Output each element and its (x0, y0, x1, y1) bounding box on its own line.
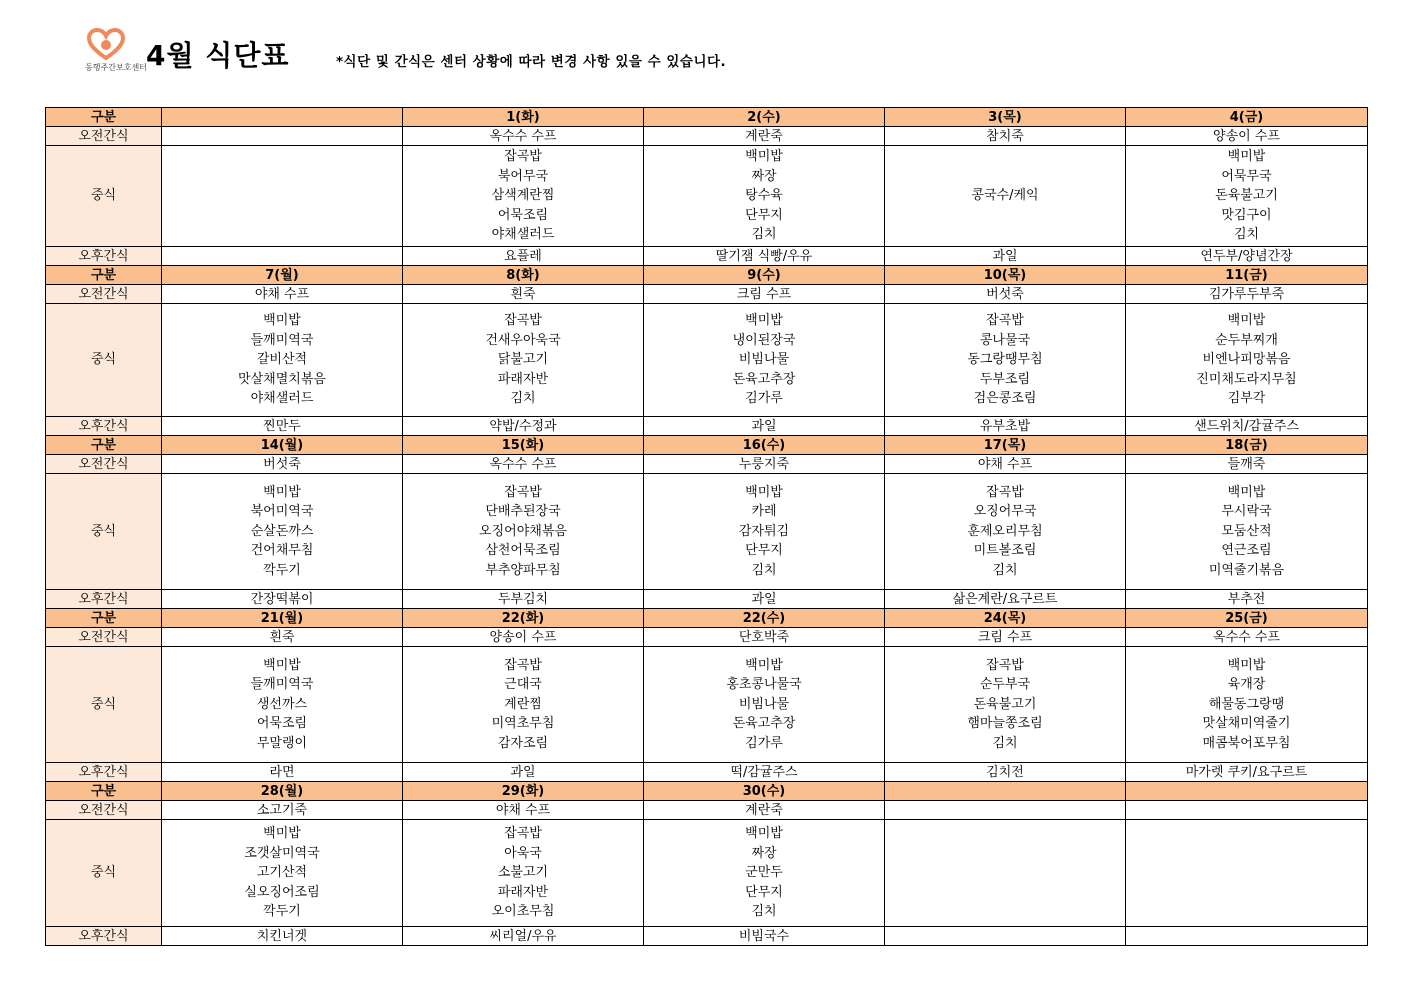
lunch-item: 삼천어묵조림 (485, 543, 561, 559)
lunch-item: 삼색계란찜 (491, 188, 555, 204)
morning-snack-cell: 크림 수프 (644, 285, 885, 304)
lunch-cell (403, 474, 644, 590)
afternoon-snack-row (46, 763, 1368, 782)
lunch-row (46, 820, 1368, 927)
lunch-item: 짜장 (751, 168, 777, 184)
afternoon-snack-cell: 과일 (644, 417, 885, 436)
day-header: 7(월) (162, 266, 403, 285)
day-header: 2(수) (644, 108, 885, 127)
day-header: 10(목) (885, 266, 1126, 285)
lunch-item: 백미밥 (263, 826, 301, 842)
lunch-cell (1126, 820, 1368, 927)
lunch-row (46, 474, 1368, 590)
lunch-item: 잡곡밥 (986, 484, 1024, 500)
day-header: 1(화) (403, 108, 644, 127)
lunch-cell (1126, 647, 1368, 763)
morning-snack-cell: 옥수수 수프 (403, 455, 644, 474)
morning-snack-cell: 양송이 수프 (1126, 127, 1368, 146)
category-label: 구분 (46, 436, 162, 455)
lunch-item: 동그랑땡무침 (967, 352, 1043, 368)
day-header (162, 108, 403, 127)
afternoon-snack-label: 오후간식 (46, 247, 162, 266)
lunch-item: 백미밥 (745, 484, 783, 500)
lunch-row (46, 304, 1368, 417)
lunch-item: 맛김구이 (1221, 207, 1272, 223)
day-header: 11(금) (1126, 266, 1368, 285)
day-header: 22(수) (644, 609, 885, 628)
lunch-item: 닭불고기 (497, 352, 549, 368)
lunch-cell (1126, 474, 1368, 590)
afternoon-snack-cell: 비빔국수 (644, 927, 885, 946)
lunch-cell (403, 304, 644, 417)
lunch-item: 어묵조림 (497, 207, 549, 223)
lunch-item: 단배추된장국 (485, 504, 561, 520)
morning-snack-cell (1126, 801, 1368, 820)
lunch-cell (162, 474, 403, 590)
lunch-label: 중식 (46, 474, 162, 590)
afternoon-snack-row (46, 247, 1368, 266)
morning-snack-cell: 참치죽 (885, 127, 1126, 146)
lunch-item: 잡곡밥 (986, 313, 1024, 329)
lunch-cell (162, 146, 403, 247)
heart-logo-icon (86, 28, 126, 62)
lunch-item: 해물동그랑땡 (1208, 696, 1285, 712)
afternoon-snack-cell: 딸기잼 식빵/우유 (644, 247, 885, 266)
lunch-item: 백미밥 (1227, 657, 1266, 673)
day-header: 9(수) (644, 266, 885, 285)
lunch-cell (403, 820, 644, 927)
lunch-item: 근대국 (504, 677, 542, 693)
lunch-item: 김부각 (1227, 391, 1266, 407)
lunch-label: 중식 (46, 146, 162, 247)
lunch-item: 햄마늘쫑조림 (967, 716, 1043, 732)
lunch-cell (403, 647, 644, 763)
lunch-item: 백미밥 (745, 657, 783, 673)
morning-snack-cell (162, 127, 403, 146)
lunch-item: 어묵조림 (256, 716, 308, 732)
lunch-item: 들깨미역국 (250, 677, 314, 693)
afternoon-snack-label: 오후간식 (46, 417, 162, 436)
lunch-item: 잡곡밥 (504, 657, 542, 673)
day-header: 25(금) (1126, 609, 1368, 628)
morning-snack-label: 오전간식 (46, 628, 162, 647)
week-header-row (46, 609, 1368, 628)
lunch-cell (885, 647, 1126, 763)
meal-plan-table (45, 107, 1368, 946)
lunch-item: 백미밥 (263, 657, 301, 673)
lunch-item: 백미밥 (263, 313, 301, 329)
lunch-item: 탕수육 (745, 188, 783, 204)
lunch-cell (644, 647, 885, 763)
morning-snack-cell: 버섯죽 (162, 455, 403, 474)
day-header: 14(월) (162, 436, 403, 455)
lunch-item: 백미밥 (1227, 313, 1266, 329)
lunch-item: 잡곡밥 (504, 484, 542, 500)
lunch-item: 미트볼조림 (973, 543, 1037, 559)
lunch-item: 감자조림 (497, 735, 549, 751)
afternoon-snack-cell: 떡/감귤주스 (644, 763, 885, 782)
morning-snack-row (46, 628, 1368, 647)
afternoon-snack-cell (885, 927, 1126, 946)
lunch-item: 잡곡밥 (504, 826, 542, 842)
lunch-item: 김치 (992, 562, 1018, 578)
lunch-item: 아욱국 (504, 845, 542, 861)
morning-snack-cell: 크림 수프 (885, 628, 1126, 647)
week-header-row (46, 108, 1368, 127)
lunch-item: 김치 (1233, 227, 1260, 243)
lunch-item: 감자튀김 (738, 523, 790, 539)
afternoon-snack-cell: 마가렛 쿠키/요구르트 (1126, 763, 1368, 782)
lunch-item: 조갯살미역국 (244, 845, 320, 861)
lunch-item: 오징어야채볶음 (479, 523, 567, 539)
morning-snack-cell: 옥수수 수프 (403, 127, 644, 146)
lunch-item: 깍두기 (263, 904, 301, 920)
afternoon-snack-cell: 연두부/양념간장 (1126, 247, 1368, 266)
lunch-item: 어묵무국 (1221, 168, 1272, 184)
afternoon-snack-cell: 샌드위치/감귤주스 (1126, 417, 1368, 436)
lunch-cell (885, 820, 1126, 927)
lunch-item: 오이초무침 (491, 904, 555, 920)
lunch-item: 무말랭이 (256, 735, 308, 751)
morning-snack-cell: 옥수수 수프 (1126, 628, 1368, 647)
lunch-item: 건어채무침 (250, 543, 314, 559)
lunch-item: 잡곡밥 (504, 313, 542, 329)
lunch-item: 순두부국 (979, 677, 1031, 693)
lunch-item: 잡곡밥 (504, 149, 542, 165)
morning-snack-cell: 계란죽 (644, 801, 885, 820)
lunch-cell (644, 820, 885, 927)
lunch-item: 김가루 (745, 391, 783, 407)
lunch-item: 파래자반 (497, 371, 549, 387)
afternoon-snack-cell: 씨리얼/우유 (403, 927, 644, 946)
lunch-item: 실오징어조림 (244, 884, 320, 900)
week-header-row (46, 782, 1368, 801)
afternoon-snack-cell (162, 247, 403, 266)
lunch-item: 검은콩조림 (973, 391, 1037, 407)
lunch-item: 두부조림 (979, 371, 1031, 387)
lunch-label: 중식 (46, 647, 162, 763)
day-header (885, 782, 1126, 801)
lunch-item: 순살돈까스 (250, 523, 314, 539)
lunch-item: 백미밥 (745, 313, 783, 329)
day-header: 28(월) (162, 782, 403, 801)
lunch-item: 북어무국 (497, 168, 549, 184)
morning-snack-cell: 버섯죽 (885, 285, 1126, 304)
lunch-item: 미역줄기볶음 (1208, 562, 1285, 578)
lunch-item: 홍초콩나물국 (726, 677, 802, 693)
lunch-item: 김치 (751, 904, 777, 920)
lunch-item: 김치 (510, 391, 536, 407)
lunch-item: 갈비산적 (256, 352, 308, 368)
afternoon-snack-cell: 김치전 (885, 763, 1126, 782)
lunch-item: 미역초무침 (491, 716, 555, 732)
day-header (1126, 782, 1368, 801)
afternoon-snack-cell: 치킨너겟 (162, 927, 403, 946)
day-header: 16(수) (644, 436, 885, 455)
lunch-item: 김치 (751, 562, 777, 578)
morning-snack-cell: 김가루두부죽 (1126, 285, 1368, 304)
lunch-item: 카레 (751, 504, 777, 520)
center-logo (78, 28, 152, 76)
lunch-cell (885, 474, 1126, 590)
lunch-item: 모둠산적 (1221, 523, 1272, 539)
morning-snack-cell: 야채 수프 (885, 455, 1126, 474)
morning-snack-label: 오전간식 (46, 455, 162, 474)
day-header: 18(금) (1126, 436, 1368, 455)
lunch-item: 맛살채멸치볶음 (238, 371, 326, 387)
morning-snack-cell: 흰죽 (162, 628, 403, 647)
category-label: 구분 (46, 782, 162, 801)
lunch-cell (1126, 304, 1368, 417)
morning-snack-row (46, 801, 1368, 820)
lunch-item: 군만두 (745, 865, 783, 881)
lunch-item: 김치 (992, 735, 1018, 751)
afternoon-snack-row (46, 590, 1368, 609)
lunch-item: 야채샐러드 (491, 227, 555, 243)
afternoon-snack-cell: 부추전 (1126, 590, 1368, 609)
category-label: 구분 (46, 609, 162, 628)
morning-snack-cell: 흰죽 (403, 285, 644, 304)
category-label: 구분 (46, 108, 162, 127)
afternoon-snack-cell: 과일 (885, 247, 1126, 266)
lunch-item: 돈육고추장 (732, 716, 796, 732)
lunch-item: 부추양파무침 (485, 562, 561, 578)
day-header: 30(수) (644, 782, 885, 801)
lunch-item: 비빔나물 (738, 352, 790, 368)
page-title: 4월 식단표 (146, 39, 290, 72)
day-header: 21(월) (162, 609, 403, 628)
afternoon-snack-cell: 라면 (162, 763, 403, 782)
lunch-row (46, 647, 1368, 763)
lunch-item: 맛살채미역줄기 (1202, 716, 1291, 732)
lunch-item: 진미채도라지무침 (1196, 371, 1297, 387)
afternoon-snack-cell: 요플레 (403, 247, 644, 266)
lunch-cell (644, 304, 885, 417)
lunch-item: 콩나물국 (979, 332, 1031, 348)
morning-snack-label: 오전간식 (46, 801, 162, 820)
lunch-item: 비엔나피망볶음 (1202, 352, 1291, 368)
lunch-item: 순두부찌개 (1215, 332, 1278, 348)
afternoon-snack-cell: 간장떡볶이 (162, 590, 403, 609)
lunch-label: 중식 (46, 820, 162, 927)
lunch-item: 비빔나물 (738, 696, 790, 712)
lunch-item: 백미밥 (263, 484, 301, 500)
afternoon-snack-cell (1126, 927, 1368, 946)
morning-snack-cell: 들깨죽 (1126, 455, 1368, 474)
afternoon-snack-cell: 과일 (644, 590, 885, 609)
page-header (78, 28, 1328, 80)
week-header-row (46, 266, 1368, 285)
lunch-item: 북어미역국 (250, 504, 314, 520)
morning-snack-cell: 야채 수프 (162, 285, 403, 304)
afternoon-snack-label: 오후간식 (46, 590, 162, 609)
lunch-item: 백미밥 (1227, 484, 1266, 500)
lunch-item: 백미밥 (745, 826, 783, 842)
afternoon-snack-label: 오후간식 (46, 927, 162, 946)
lunch-item: 건새우아욱국 (485, 332, 561, 348)
morning-snack-label: 오전간식 (46, 285, 162, 304)
lunch-item: 단무지 (745, 543, 783, 559)
lunch-item: 짜장 (751, 845, 777, 861)
afternoon-snack-cell: 두부김치 (403, 590, 644, 609)
morning-snack-cell: 소고기죽 (162, 801, 403, 820)
lunch-item: 돈육불고기 (1215, 188, 1278, 204)
lunch-item: 육개장 (1227, 677, 1266, 693)
day-header: 22(화) (403, 609, 644, 628)
lunch-item: 계란찜 (504, 696, 542, 712)
lunch-item: 생선까스 (256, 696, 308, 712)
afternoon-snack-cell: 유부초밥 (885, 417, 1126, 436)
lunch-item: 냉이된장국 (732, 332, 796, 348)
lunch-item: 잡곡밥 (986, 657, 1024, 673)
morning-snack-row (46, 127, 1368, 146)
lunch-cell (162, 647, 403, 763)
day-header: 8(화) (403, 266, 644, 285)
lunch-item: 소불고기 (497, 865, 549, 881)
afternoon-snack-row (46, 417, 1368, 436)
lunch-item: 매콤북어포무침 (1202, 735, 1291, 751)
afternoon-snack-cell: 약밥/수정과 (403, 417, 644, 436)
lunch-item: 깍두기 (263, 562, 301, 578)
lunch-item: 연근조림 (1221, 543, 1272, 559)
afternoon-snack-cell: 과일 (403, 763, 644, 782)
morning-snack-label: 오전간식 (46, 127, 162, 146)
afternoon-snack-cell: 삶은계란/요구르트 (885, 590, 1126, 609)
lunch-cell (885, 146, 1126, 247)
lunch-item: 김치 (751, 227, 777, 243)
morning-snack-row (46, 285, 1368, 304)
morning-snack-cell: 야채 수프 (403, 801, 644, 820)
day-header: 17(목) (885, 436, 1126, 455)
morning-snack-row (46, 455, 1368, 474)
lunch-cell (403, 146, 644, 247)
lunch-item: 백미밥 (1227, 149, 1266, 165)
lunch-cell (885, 304, 1126, 417)
morning-snack-cell: 양송이 수프 (403, 628, 644, 647)
afternoon-snack-row (46, 927, 1368, 946)
morning-snack-cell (885, 801, 1126, 820)
lunch-item: 무시락국 (1221, 504, 1272, 520)
lunch-item: 돈육고추장 (732, 371, 796, 387)
day-header: 29(화) (403, 782, 644, 801)
lunch-item: 오징어무국 (973, 504, 1037, 520)
week-header-row (46, 436, 1368, 455)
day-header: 24(목) (885, 609, 1126, 628)
afternoon-snack-cell: 찐만두 (162, 417, 403, 436)
morning-snack-cell: 계란죽 (644, 127, 885, 146)
lunch-item: 김가루 (745, 735, 783, 751)
lunch-row (46, 146, 1368, 247)
logo-text: 동행주간보호센터 (85, 63, 147, 72)
lunch-item: 콩국수/케익 (971, 188, 1039, 204)
morning-snack-cell: 단호박죽 (644, 628, 885, 647)
lunch-cell (1126, 146, 1368, 247)
notice-text: *식단 및 간식은 센터 상황에 따라 변경 사항 있을 수 있습니다. (336, 54, 727, 70)
lunch-item: 들깨미역국 (250, 332, 314, 348)
morning-snack-cell: 누룽지죽 (644, 455, 885, 474)
lunch-cell (162, 304, 403, 417)
afternoon-snack-label: 오후간식 (46, 763, 162, 782)
lunch-label: 중식 (46, 304, 162, 417)
lunch-item: 단무지 (745, 884, 783, 900)
lunch-item: 야채샐러드 (250, 391, 314, 407)
lunch-item: 고기산적 (256, 865, 308, 881)
lunch-cell (644, 146, 885, 247)
lunch-cell (644, 474, 885, 590)
lunch-item: 훈제오리무침 (967, 523, 1043, 539)
lunch-item: 백미밥 (745, 149, 783, 165)
lunch-cell (162, 820, 403, 927)
day-header: 15(화) (403, 436, 644, 455)
lunch-item: 파래자반 (497, 884, 549, 900)
lunch-item: 단무지 (745, 207, 783, 223)
category-label: 구분 (46, 266, 162, 285)
day-header: 4(금) (1126, 108, 1368, 127)
day-header: 3(목) (885, 108, 1126, 127)
lunch-item: 돈육불고기 (973, 696, 1037, 712)
